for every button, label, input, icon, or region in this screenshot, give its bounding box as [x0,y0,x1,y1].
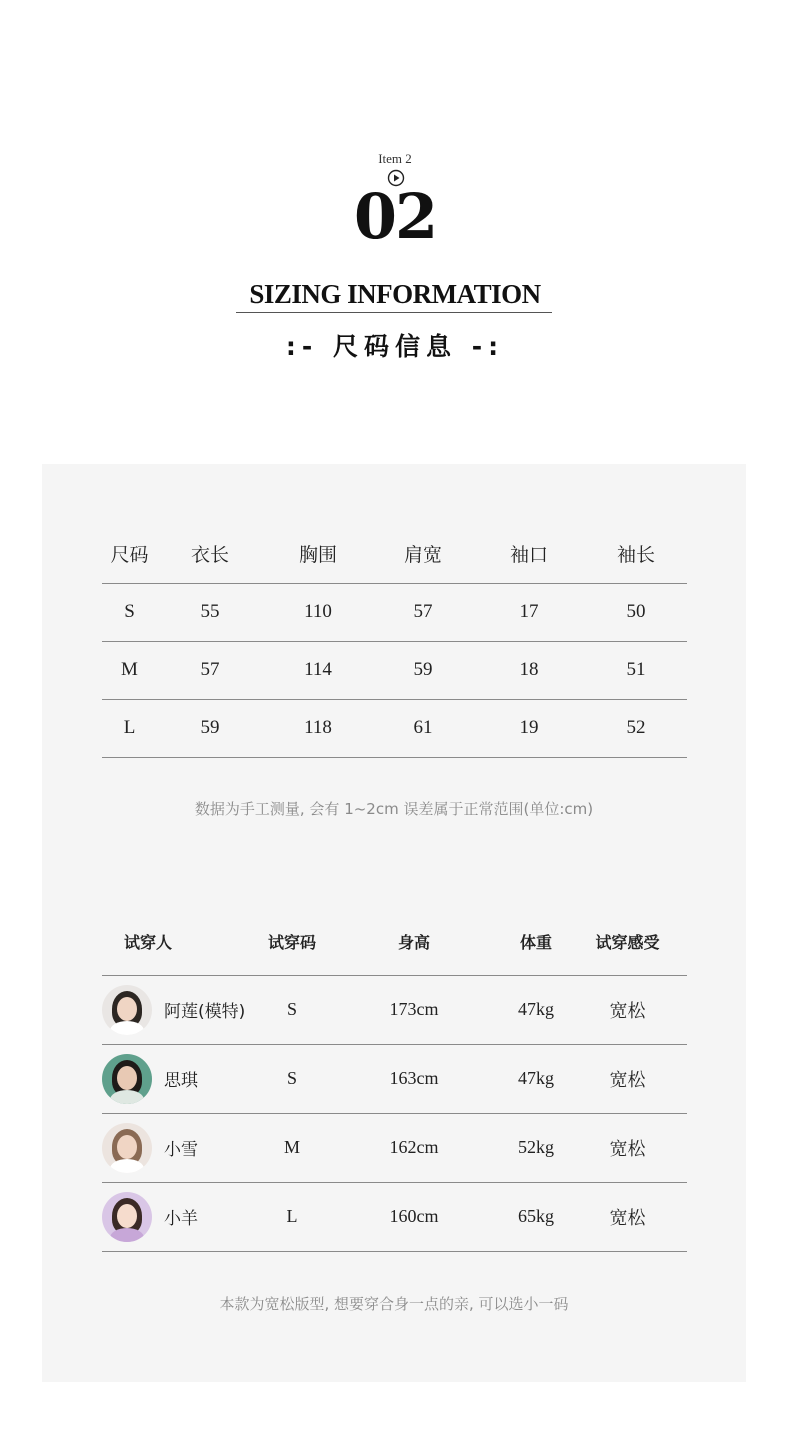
table-cell: 52kg [504,1113,568,1182]
table-cell: S [260,975,324,1044]
col-header: 体重 [504,909,568,975]
tester-name: 阿莲(模特) [164,1002,246,1022]
table-cell: 173cm [324,975,504,1044]
col-header: 胸围 [263,525,373,583]
item-label: Item 2 [378,151,412,166]
table-cell: 114 [263,641,373,699]
table-cell: 宽松 [568,1113,687,1182]
table-row [102,1113,687,1182]
sizing-panel [42,464,746,1382]
table-cell: 宽松 [568,1182,687,1251]
col-header: 试穿人 [102,909,260,975]
size-table-header [102,525,687,583]
col-header: 袖长 [585,525,687,583]
avatar [102,1123,152,1173]
table-cell: 宽松 [568,975,687,1044]
table-row [102,699,687,757]
avatar [102,985,152,1035]
try-on-table [102,909,687,1252]
table-cell: 55 [157,583,263,641]
tester-cell [102,975,260,1044]
col-header: 身高 [324,909,504,975]
title-underline [236,312,552,313]
table-cell: 17 [473,583,585,641]
avatar [102,1054,152,1104]
tester-name: 小雪 [164,1140,198,1160]
table-row [102,641,687,699]
page-title-en: SIZING INFORMATION [249,279,541,309]
table-cell: 59 [373,641,473,699]
tester-cell [102,1113,260,1182]
section-header [0,0,790,420]
table-cell: M [260,1113,324,1182]
avatar [102,1192,152,1242]
table-cell: L [260,1182,324,1251]
table-row [102,975,687,1044]
table-cell: 59 [157,699,263,757]
table-row [102,1044,687,1113]
table-cell: 118 [263,699,373,757]
table-cell: 160cm [324,1182,504,1251]
table-cell: 47kg [504,1044,568,1113]
table-row [102,583,687,641]
table-row [102,1182,687,1251]
size-cell: S [102,583,157,641]
try-table-header [102,909,687,975]
table-cell: 50 [585,583,687,641]
size-note: 数据为手工测量, 会有 1~2cm 误差属于正常范围(单位:cm) [194,800,594,818]
size-table [102,525,687,758]
table-cell: 162cm [324,1113,504,1182]
col-header: 尺码 [102,525,157,583]
size-cell: M [102,641,157,699]
fit-note: 本款为宽松版型, 想要穿合身一点的亲, 可以选小一码 [219,1295,569,1313]
col-header: 试穿感受 [568,909,687,975]
table-cell: 163cm [324,1044,504,1113]
table-cell: S [260,1044,324,1113]
col-header: 肩宽 [373,525,473,583]
table-cell: 宽松 [568,1044,687,1113]
table-cell: 47kg [504,975,568,1044]
table-cell: 18 [473,641,585,699]
table-cell: 52 [585,699,687,757]
table-cell: 65kg [504,1182,568,1251]
tester-cell [102,1182,260,1251]
col-header: 袖口 [473,525,585,583]
col-header: 试穿码 [260,909,324,975]
table-cell: 110 [263,583,373,641]
table-cell: 51 [585,641,687,699]
section-number: 02 [353,180,437,253]
table-cell: 57 [157,641,263,699]
size-cell: L [102,699,157,757]
tester-cell [102,1044,260,1113]
page-title-cn: :- 尺码信息 -: [285,332,505,361]
table-cell: 57 [373,583,473,641]
tester-name: 思琪 [164,1071,198,1091]
col-header: 衣长 [157,525,263,583]
table-cell: 61 [373,699,473,757]
tester-name: 小羊 [164,1209,198,1229]
table-cell: 19 [473,699,585,757]
